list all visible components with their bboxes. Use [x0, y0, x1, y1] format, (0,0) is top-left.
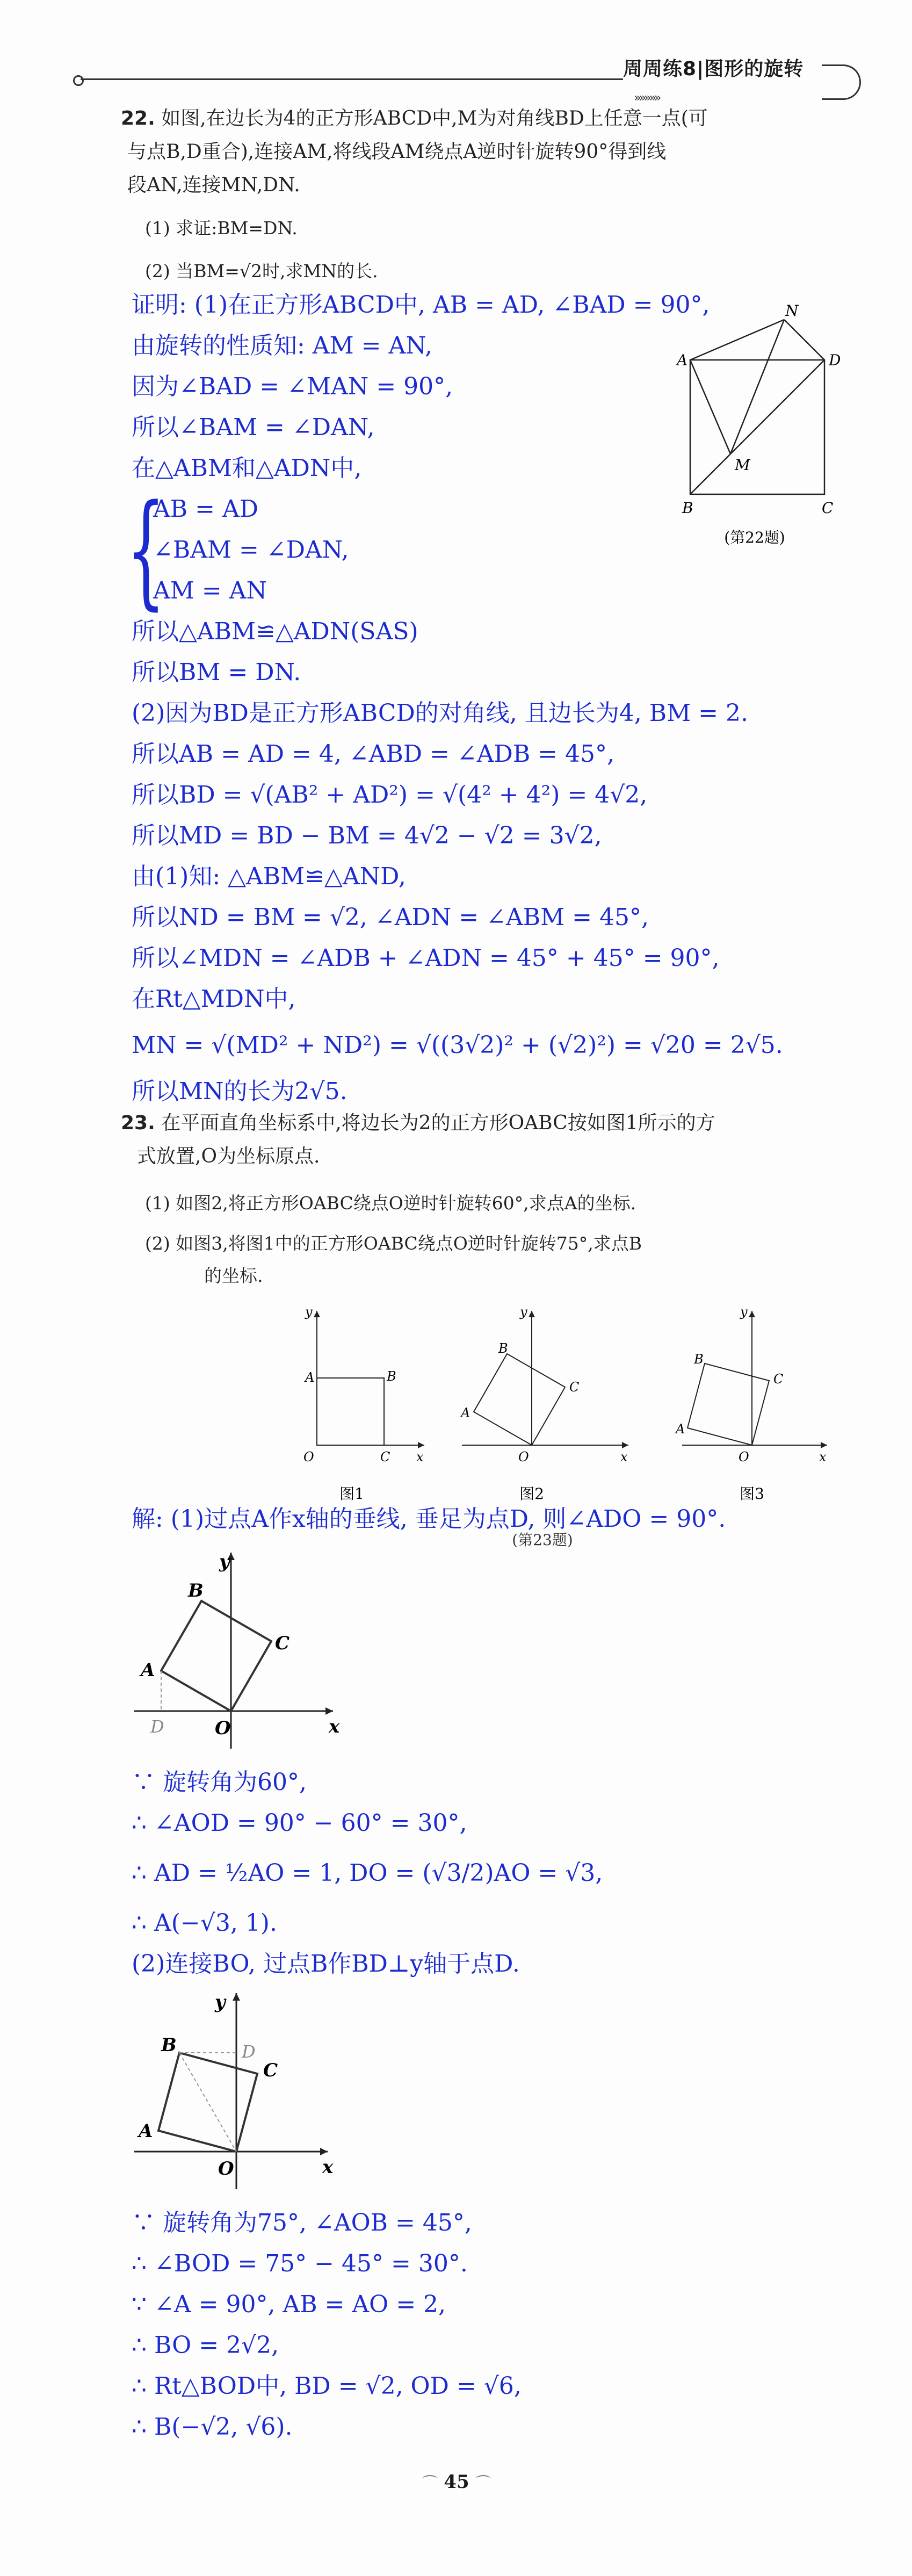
- origin-label: O: [739, 1449, 749, 1464]
- answer-line: 所以MD = BD − BM = 4√2 − √2 = 3√2,: [132, 822, 602, 849]
- label-a: A: [461, 1405, 471, 1420]
- axis-x-label: x: [416, 1449, 424, 1464]
- answer-line: AB = AD: [153, 495, 259, 523]
- figure-2: [460, 1304, 628, 1503]
- answer-line: (2)因为BD是正方形ABCD的对角线, 且边长为4, BM = 2.: [132, 699, 748, 727]
- label-c: C: [773, 1372, 784, 1387]
- q22-stem-line-1: 如图,在边长为4的正方形ABCD中,M为对角线BD上任意一点(可: [161, 107, 708, 129]
- label-b: B: [387, 1369, 396, 1384]
- q23-figure-caption: (第23题): [512, 1531, 573, 1549]
- label-b: B: [161, 2034, 177, 2056]
- answer-line: ∵ 旋转角为75°, ∠AOB = 45°,: [132, 2209, 472, 2236]
- answer-line: ∴ Rt△BOD中, BD = √2, OD = √6,: [132, 2372, 522, 2400]
- page-number-text: 45: [444, 2471, 469, 2493]
- answer-line: 证明: (1)在正方形ABCD中, AB = AD, ∠BAD = 90°,: [132, 291, 710, 319]
- header-dot: [73, 75, 84, 86]
- header-rule: [81, 78, 623, 80]
- answer-line: 在△ABM和△ADN中,: [132, 454, 362, 482]
- axis-x-label: x: [819, 1449, 827, 1464]
- axis-y-label: y: [520, 1304, 527, 1319]
- header-title: 周周练8|图形的旋转: [623, 58, 804, 80]
- header-curve: [822, 64, 861, 100]
- answer-line: 所以∠BAM = ∠DAN,: [132, 414, 375, 441]
- label-a: A: [141, 1659, 155, 1681]
- answer-line: 解: (1)过点A作x轴的垂线, 垂足为点D, 则∠ADO = 90°.: [132, 1505, 726, 1533]
- answer-line: ∴ BO = 2√2,: [132, 2332, 279, 2359]
- question-22: [121, 102, 841, 202]
- q22-part-2: (2) 当BM=√2时,求MN的长.: [145, 261, 378, 282]
- answer-line: 由旋转的性质知: AM = AN,: [132, 332, 432, 359]
- label-d: D: [150, 1716, 164, 1737]
- label-m: M: [735, 456, 750, 474]
- answer-line: ∠BAM = ∠DAN,: [153, 536, 349, 564]
- axis-y-label: y: [215, 1991, 226, 2013]
- label-a: A: [677, 351, 688, 369]
- answer-line: ∴ ∠BOD = 75° − 45° = 30°.: [132, 2250, 468, 2277]
- q23-figures: [285, 1300, 833, 1510]
- q23-part-2-line-1: (2) 如图3,将图1中的正方形OABC绕点O逆时针旋转75°,求点B: [145, 1233, 642, 1254]
- origin-label: O: [218, 2158, 234, 2180]
- question-number: 23.: [121, 1112, 155, 1134]
- footer-deco-right: ⌒: [475, 2474, 491, 2492]
- question-number: 22.: [121, 107, 155, 129]
- congruence-system: [126, 479, 783, 622]
- q22-stem-line-2: 与点B,D重合),连接AM,将线段AM绕点A逆时针旋转90°得到线: [127, 141, 667, 163]
- label-c: C: [822, 499, 834, 517]
- figure-caption: (第22题): [724, 529, 785, 546]
- footer-deco-left: ⌒: [422, 2474, 438, 2492]
- origin-label: O: [303, 1449, 314, 1464]
- page-number: [408, 2471, 505, 2493]
- answer-figure-1: [129, 1547, 344, 1751]
- label-a: A: [139, 2120, 153, 2142]
- answer-line: ∴ A(−√3, 1).: [132, 1909, 277, 1937]
- answer-line: 所以AB = AD = 4, ∠ABD = ∠ADB = 45°,: [132, 740, 614, 768]
- figure-3: [675, 1304, 827, 1503]
- answer-line: 所以MN的长为2√5.: [132, 1078, 348, 1105]
- segment-dn: [784, 320, 824, 360]
- answer-23-part-1: [132, 1762, 603, 1985]
- q23-stem-line-1: 在平面直角坐标系中,将边长为2的正方形OABC按如图1所示的方: [161, 1112, 715, 1134]
- label-c: C: [569, 1380, 580, 1395]
- answer-line: ∵ 旋转角为60°,: [132, 1769, 307, 1796]
- origin-label: O: [518, 1449, 529, 1464]
- label-n: N: [785, 302, 799, 320]
- label-c: C: [263, 2060, 278, 2081]
- answer-line: ∵ ∠A = 90°, AB = AO = 2,: [132, 2291, 446, 2318]
- page-header: [81, 32, 822, 113]
- left-brace: {: [126, 479, 166, 622]
- figure-caption: 图1: [339, 1485, 364, 1503]
- answer-line: 所以∠MDN = ∠ADB + ∠ADN = 45° + 45° = 90°,: [132, 944, 720, 972]
- answer-line: 所以BD = √(AB² + AD²) = √(4² + 4²) = 4√2,: [132, 781, 648, 809]
- answer-line: 由(1)知: △ABM≌△AND,: [132, 863, 406, 890]
- label-b: B: [682, 499, 693, 517]
- q23-part-2-line-2: 的坐标.: [204, 1265, 263, 1286]
- label-d: D: [242, 2041, 256, 2062]
- answer-line: 因为∠BAD = ∠MAN = 90°,: [132, 373, 453, 400]
- axis-x-label: x: [322, 2156, 334, 2178]
- q22-part-1: (1) 求证:BM=DN.: [145, 218, 298, 239]
- question-23: [121, 1107, 841, 1173]
- axis-y-label: y: [740, 1304, 748, 1319]
- figure-caption: 图2: [519, 1485, 544, 1503]
- answer-line: 所以△ABM≌△ADN(SAS): [132, 618, 418, 645]
- answer-line: 所以ND = BM = √2, ∠ADN = ∠ABM = 45°,: [132, 904, 649, 931]
- label-a: A: [305, 1370, 315, 1385]
- answer-line: (2)连接BO, 过点B作BD⊥y轴于点D.: [132, 1950, 520, 1978]
- label-b: B: [498, 1341, 508, 1356]
- label-d: D: [829, 351, 841, 369]
- axis-y-label: y: [305, 1304, 313, 1319]
- origin-label: O: [215, 1718, 231, 1739]
- answer-22: [126, 285, 783, 1112]
- answer-line: ∴ ∠AOD = 90° − 60° = 30°,: [132, 1809, 467, 1837]
- answer-line: ∴ B(−√2, √6).: [132, 2413, 293, 2441]
- label-a: A: [676, 1422, 685, 1437]
- label-b: B: [694, 1352, 704, 1367]
- label-c: C: [380, 1449, 390, 1464]
- answer-figure-2: [129, 1988, 344, 2192]
- answer-line: MN = √(MD² + ND²) = √((3√2)² + (√2)²) = √20 = 2√5.: [132, 1031, 783, 1059]
- label-c: C: [275, 1633, 290, 1654]
- label-b: B: [188, 1580, 204, 1601]
- answer-line: ∴ AD = ½AO = 1, DO = (√3/2)AO = √3,: [132, 1859, 603, 1887]
- figure-caption: 图3: [740, 1485, 764, 1503]
- axis-y-label: y: [219, 1551, 230, 1572]
- answer-23-part-2: [132, 2203, 522, 2448]
- figure-1: [303, 1304, 424, 1503]
- axis-x-label: x: [620, 1449, 628, 1464]
- q22-stem-line-3: 段AN,连接MN,DN.: [127, 174, 300, 196]
- axis-x-label: x: [329, 1716, 340, 1737]
- q23-part-1: (1) 如图2,将正方形OABC绕点O逆时针旋转60°,求点A的坐标.: [145, 1193, 636, 1214]
- answer-line: 在Rt△MDN中,: [132, 985, 296, 1013]
- answer-line: 所以BM = DN.: [132, 659, 301, 686]
- header-arrows: »»»»»: [634, 91, 660, 105]
- answer-line: AM = AN: [153, 577, 267, 604]
- q23-stem-line-2: 式放置,O为坐标原点.: [137, 1145, 320, 1167]
